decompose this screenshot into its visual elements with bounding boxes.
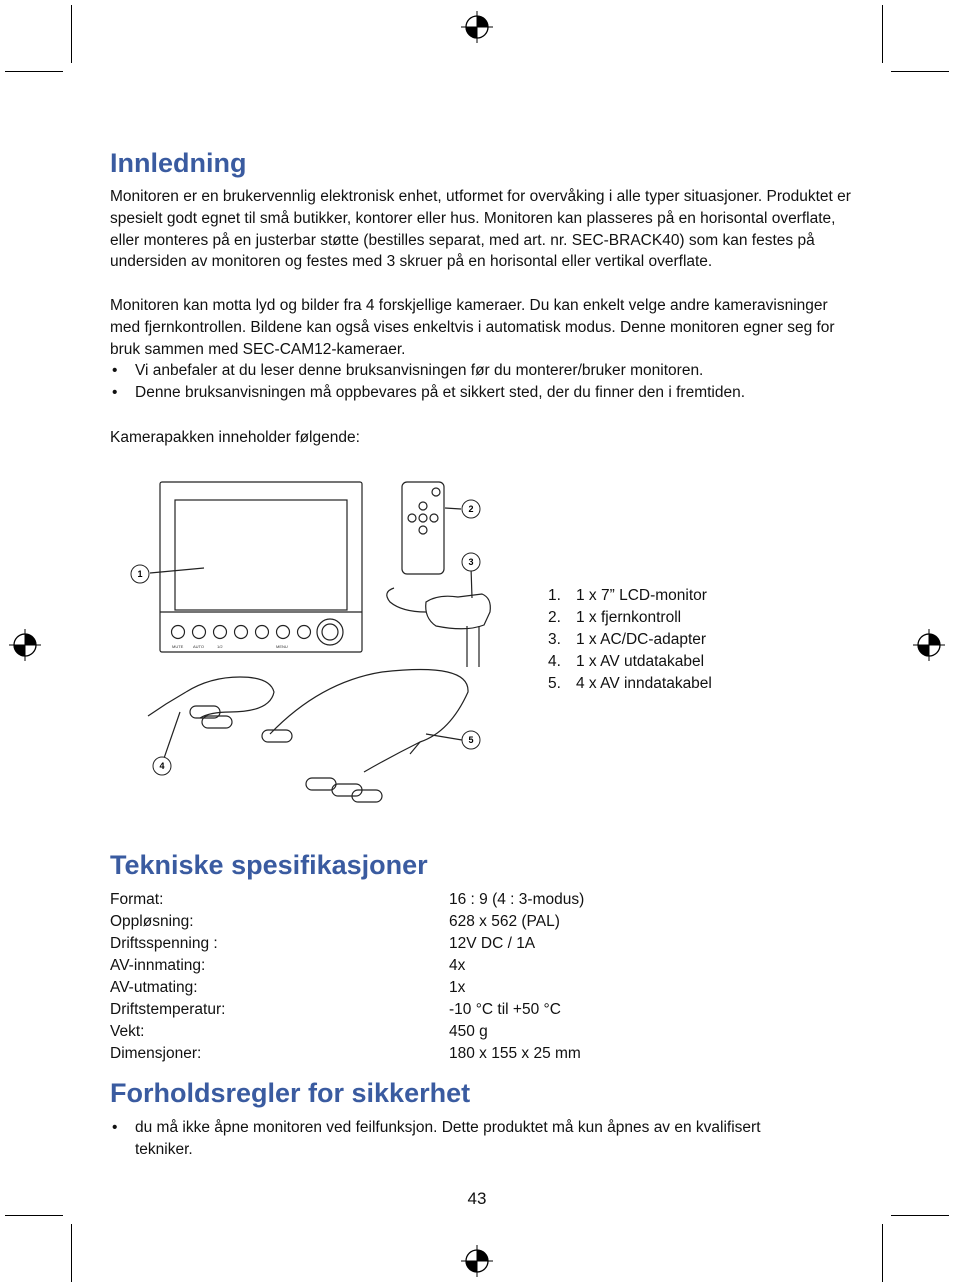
av-output-cable-icon — [148, 677, 274, 764]
safety-heading: Forholdsregler for sikkerhet — [110, 1078, 471, 1108]
list-item: 4. 1 x AV utdatakabel — [548, 653, 705, 670]
intro-bullet-list — [110, 360, 850, 404]
package-illustration — [120, 472, 500, 832]
monitor-button-label: AUTO — [193, 644, 205, 649]
crop-mark — [71, 1224, 72, 1282]
list-item: 2. 1 x fjernkontroll — [548, 609, 682, 626]
intro-paragraph-2: Monitoren kan motta lyd og bilder fra 4 forskjellige kameraer. Du kan enkelt velge andre kameravisninger med fjernkontrollen. Bildene kan også vises enkeltvis i automatisk modus. Denne monitoren egner seg for bruk sammen med SEC-CAM12-kameraer. — [110, 297, 835, 358]
table-row: Driftstemperatur: -10 °C til +50 °C — [110, 1001, 561, 1018]
callout-5: 5 — [468, 735, 474, 745]
crop-mark — [891, 71, 949, 72]
intro-heading: Innledning — [110, 148, 247, 178]
table-row: Format: 16 : 9 (4 : 3-modus) — [110, 891, 585, 908]
list-item: • du må ikke åpne monitoren ved feilfunksjon. Dette produktet må kun åpnes av en kvalifisert tekniker. — [110, 1117, 810, 1161]
registration-mark-icon — [912, 628, 946, 662]
package-intro: Kamerapakken inneholder følgende: — [110, 429, 360, 446]
table-row: Dimensjoner: 180 x 155 x 25 mm — [110, 1045, 581, 1062]
table-row: AV-innmating: 4x — [110, 957, 466, 974]
remote-control-icon — [402, 482, 461, 574]
specs-table — [110, 889, 584, 1065]
callout-2: 2 — [468, 504, 474, 514]
list-item: 3. 1 x AC/DC-adapter — [548, 631, 707, 648]
list-item: • Denne bruksanvisningen må oppbevares på et sikkert sted, der du finner den i fremtiden. — [110, 382, 850, 404]
lcd-monitor-icon — [160, 482, 362, 652]
registration-mark-icon — [460, 1244, 494, 1278]
crop-mark — [882, 5, 883, 63]
monitor-button-label: MENU — [276, 644, 288, 649]
package-contents-list — [548, 585, 712, 695]
table-row: AV-utmating: 1x — [110, 979, 466, 996]
callout-3: 3 — [468, 557, 474, 567]
page-number: 43 — [467, 1189, 487, 1208]
specs-heading: Tekniske spesifikasjoner — [110, 850, 428, 880]
monitor-button-label: 1/2 — [217, 644, 223, 649]
safety-bullet-list — [110, 1117, 810, 1161]
crop-mark — [891, 1215, 949, 1216]
crop-mark — [71, 5, 72, 63]
list-item: 5. 4 x AV inndatakabel — [548, 675, 712, 692]
ac-dc-adapter-icon — [387, 567, 491, 667]
table-row: Driftsspenning : 12V DC / 1A — [110, 935, 536, 952]
table-row: Oppløsning: 628 x 562 (PAL) — [110, 913, 560, 930]
callout-4: 4 — [159, 761, 165, 771]
list-item: • Vi anbefaler at du leser denne bruksanvisningen før du monterer/bruker monitoren. — [110, 360, 850, 382]
intro-paragraph-1: Monitoren er en brukervennlig elektronisk enhet, utformet for overvåking i alle typer situasjoner. Produktet er spesielt godt egnet til små butikker, kontorer eller hus. Monitoren kan plasseres på en horisontal overflate, eller monteres på en justerbar støtte (bestilles separat, med art. nr. SEC-BRACK40) som kan festes på undersiden av monitoren og festes med 3 skruer på en horisontal eller vertikal overflate. — [110, 188, 851, 271]
callout-1: 1 — [137, 569, 143, 579]
monitor-button-label: MUTE — [172, 644, 184, 649]
registration-mark-icon — [8, 628, 42, 662]
crop-mark — [882, 1224, 883, 1282]
table-row: Vekt: 450 g — [110, 1023, 488, 1040]
monitor-button-labels — [172, 644, 288, 649]
registration-mark-icon — [460, 10, 494, 44]
list-item: 1. 1 x 7” LCD-monitor — [548, 587, 707, 604]
crop-mark — [5, 71, 63, 72]
crop-mark — [5, 1215, 63, 1216]
av-input-cable-icon — [262, 670, 468, 803]
